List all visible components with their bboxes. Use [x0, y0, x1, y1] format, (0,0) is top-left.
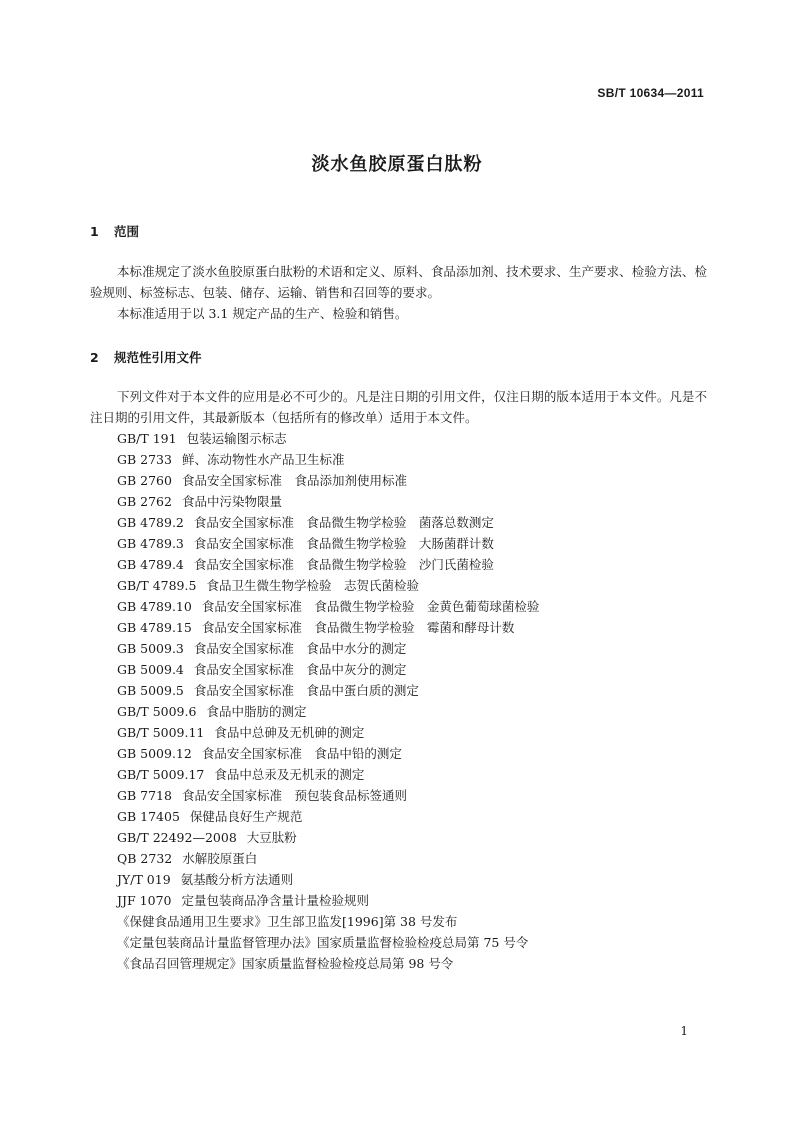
reference-item	[117, 638, 539, 659]
reference-title: 食品中污染物限量	[181, 494, 282, 509]
reference-code: GB 17405	[117, 809, 180, 824]
reference-item	[117, 470, 539, 491]
reference-title: 食品安全国家标准 食品微生物学检验 霉菌和酵母计数	[201, 620, 515, 635]
section-number: 2	[90, 350, 99, 365]
reference-item	[117, 596, 539, 617]
reference-item	[117, 827, 539, 848]
reference-title: 包装运输图示标志	[186, 431, 287, 446]
reference-title: 《保健食品通用卫生要求》卫生部卫监发[1996]第 38 号发布	[117, 914, 458, 929]
reference-item	[117, 785, 539, 806]
reference-code: GB 2762	[117, 494, 172, 509]
reference-code: GB/T 5009.6	[117, 704, 197, 719]
references-intro-paragraph: 下列文件对于本文件的应用是必不可少的。凡是注日期的引用文件，仅注日期的版本适用于本文件。凡是不注日期的引用文件，其最新版本（包括所有的修改单）适用于本文件。	[90, 389, 707, 425]
scope-paragraph-2: 本标准适用于以 3.1 规定产品的生产、检验和销售。	[117, 306, 408, 321]
reference-title: 食品安全国家标准 食品中水分的测定	[193, 641, 407, 656]
standard-code: SB/T 10634—2011	[597, 86, 704, 100]
reference-code: GB/T 191	[117, 431, 177, 446]
reference-item	[117, 848, 539, 869]
reference-title: 食品安全国家标准 食品中灰分的测定	[193, 662, 407, 677]
scope-paragraph-1: 本标准规定了淡水鱼胶原蛋白肽粉的术语和定义、原料、食品添加剂、技术要求、生产要求、检验方法、检验规则、标签标志、包装、储存、运输、销售和召回等的要求。	[90, 264, 707, 300]
reference-code: JJF 1070	[117, 893, 172, 908]
reference-title: 食品安全国家标准 食品中铅的测定	[201, 746, 402, 761]
reference-title: 食品中总汞及无机汞的测定	[214, 767, 365, 782]
reference-code: GB 4789.2	[117, 515, 184, 530]
reference-item	[117, 659, 539, 680]
reference-item	[117, 806, 539, 827]
reference-item	[117, 491, 539, 512]
reference-code: GB 5009.12	[117, 746, 192, 761]
section-title: 范围	[114, 224, 140, 239]
reference-title: 保健品良好生产规范	[189, 809, 303, 824]
reference-code: GB 5009.3	[117, 641, 184, 656]
reference-code: GB 2760	[117, 473, 172, 488]
reference-code: GB/T 5009.17	[117, 767, 205, 782]
reference-item	[117, 512, 539, 533]
reference-code: JY/T 019	[117, 872, 171, 887]
document-title: 淡水鱼胶原蛋白肽粉	[311, 154, 483, 175]
reference-code: QB 2732	[117, 851, 173, 866]
reference-title: 氨基酸分析方法通则	[180, 872, 294, 887]
reference-code: GB 2733	[117, 452, 172, 467]
reference-code: GB/T 22492—2008	[117, 830, 237, 845]
reference-item	[117, 554, 539, 575]
reference-code: GB 4789.10	[117, 599, 192, 614]
reference-title: 定量包装商品净含量计量检验规则	[181, 893, 369, 908]
reference-code: GB 5009.5	[117, 683, 184, 698]
reference-title: 食品安全国家标准 食品中蛋白质的测定	[193, 683, 419, 698]
reference-title: 食品安全国家标准 食品微生物学检验 金黄色葡萄球菌检验	[201, 599, 540, 614]
reference-item	[117, 953, 539, 974]
section-heading-scope	[90, 222, 139, 240]
reference-title: 食品安全国家标准 食品微生物学检验 菌落总数测定	[193, 515, 494, 530]
reference-title: 水解胶原蛋白	[182, 851, 258, 866]
reference-item	[117, 890, 539, 911]
reference-title: 食品卫生微生物学检验 志贺氏菌检验	[206, 578, 419, 593]
reference-code: GB 4789.3	[117, 536, 184, 551]
reference-item	[117, 449, 539, 470]
section-number: 1	[90, 224, 99, 239]
reference-item	[117, 533, 539, 554]
reference-title: 食品中总砷及无机砷的测定	[214, 725, 365, 740]
reference-item	[117, 701, 539, 722]
reference-item	[117, 869, 539, 890]
reference-title: 大豆肽粉	[246, 830, 297, 845]
reference-code: GB 7718	[117, 788, 172, 803]
reference-code: GB/T 5009.11	[117, 725, 205, 740]
section-heading-normative-references	[90, 348, 202, 366]
reference-code: GB 4789.4	[117, 557, 184, 572]
reference-code: GB 4789.15	[117, 620, 192, 635]
reference-code: GB 5009.4	[117, 662, 184, 677]
reference-title: 鲜、冻动物性水产品卫生标准	[181, 452, 345, 467]
section-title: 规范性引用文件	[114, 350, 202, 365]
reference-code: GB/T 4789.5	[117, 578, 197, 593]
reference-item	[117, 617, 539, 638]
reference-item	[117, 911, 539, 932]
reference-title: 《定量包装商品计量监督管理办法》国家质量监督检验检疫总局第 75 号令	[117, 935, 529, 950]
reference-list	[117, 428, 539, 974]
reference-title: 《食品召回管理规定》国家质量监督检验检疫总局第 98 号令	[117, 956, 454, 971]
reference-item	[117, 932, 539, 953]
reference-item	[117, 722, 539, 743]
reference-title: 食品安全国家标准 食品微生物学检验 大肠菌群计数	[193, 536, 494, 551]
reference-item	[117, 743, 539, 764]
reference-title: 食品中脂肪的测定	[206, 704, 307, 719]
reference-item	[117, 680, 539, 701]
reference-title: 食品安全国家标准 预包装食品标签通则	[181, 788, 407, 803]
reference-item	[117, 764, 539, 785]
reference-item	[117, 428, 539, 449]
reference-title: 食品安全国家标准 食品微生物学检验 沙门氏菌检验	[193, 557, 494, 572]
page-number: 1	[680, 1024, 688, 1038]
reference-item	[117, 575, 539, 596]
reference-title: 食品安全国家标准 食品添加剂使用标准	[181, 473, 407, 488]
